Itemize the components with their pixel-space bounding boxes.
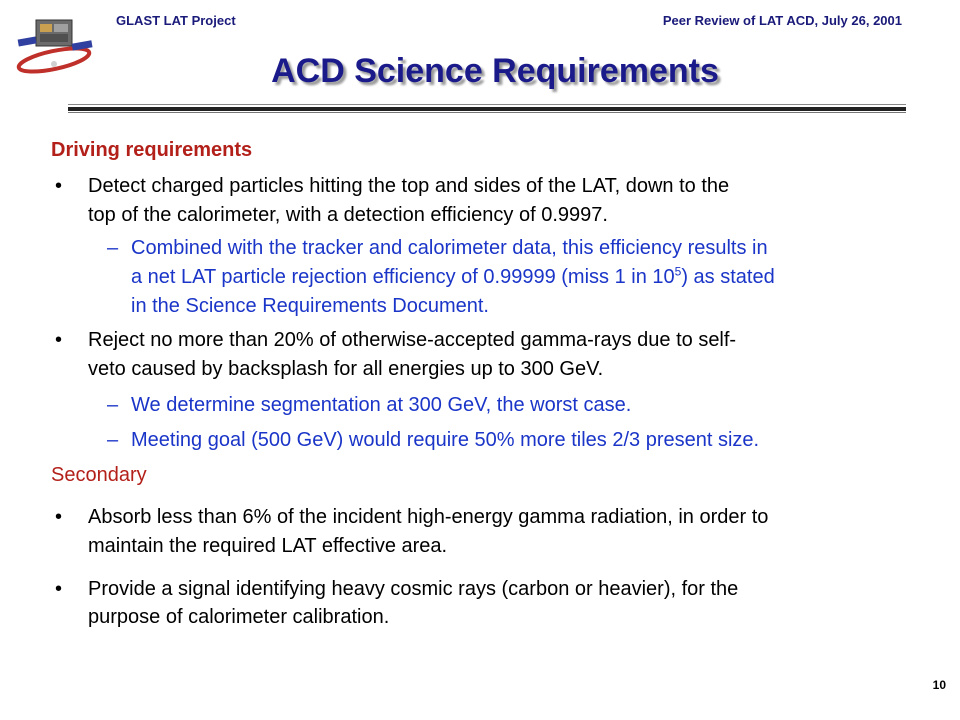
page-number: 10 <box>932 678 946 692</box>
bullet-marker: • <box>55 506 63 528</box>
sub-combined-line2 <box>131 265 775 289</box>
title-divider-bottom <box>68 112 906 113</box>
bullet-absorb-line2: maintain the required LAT effective area. <box>88 535 448 557</box>
bullet-detect-line1: Detect charged particles hitting the top and sides of the LAT, down to the <box>88 175 730 197</box>
sub-combined-line2-end: ) as stated <box>681 266 775 288</box>
title-divider <box>68 107 906 111</box>
bullet-reject-line2: veto caused by backsplash for all energies up to 300 GeV. <box>88 358 604 380</box>
bullet-reject-line1: Reject no more than 20% of otherwise-accepted gamma-rays due to self- <box>88 329 737 351</box>
bullet-signal-line1: Provide a signal identifying heavy cosmic rays (carbon or heavier), for the <box>88 578 739 600</box>
bullet-signal-line2: purpose of calorimeter calibration. <box>88 606 390 628</box>
sub-combined-line2-text: a net LAT particle rejection efficiency of 0.99999 (miss 1 in 10 <box>131 266 675 288</box>
sub-goal: Meeting goal (500 GeV) would require 50% more tiles 2/3 present size. <box>131 429 760 451</box>
sub-combined-line3: in the Science Requirements Document. <box>131 295 489 317</box>
heading-secondary: Secondary <box>51 464 147 486</box>
bullet-absorb-line1: Absorb less than 6% of the incident high-energy gamma radiation, in order to <box>88 506 769 528</box>
sub-combined-line1: Combined with the tracker and calorimeter data, this efficiency results in <box>131 237 768 259</box>
title-divider-top <box>68 104 906 105</box>
dash-marker: – <box>107 394 119 416</box>
dash-marker: – <box>107 237 119 259</box>
bullet-marker: • <box>55 175 63 197</box>
heading-driving: Driving requirements <box>51 139 253 161</box>
superscript-exponent: 5 <box>674 264 682 279</box>
bullet-marker: • <box>55 578 63 600</box>
header-review: Peer Review of LAT ACD, July 26, 2001 <box>662 13 902 28</box>
sub-segmentation: We determine segmentation at 300 GeV, the worst case. <box>131 394 632 416</box>
bullet-marker: • <box>55 329 63 351</box>
slide-title: ACD Science Requirements <box>271 52 719 90</box>
header-project: GLAST LAT Project <box>116 13 236 28</box>
bullet-detect-line2: top of the calorimeter, with a detection efficiency of 0.9997. <box>88 204 608 226</box>
dash-marker: – <box>107 429 119 451</box>
